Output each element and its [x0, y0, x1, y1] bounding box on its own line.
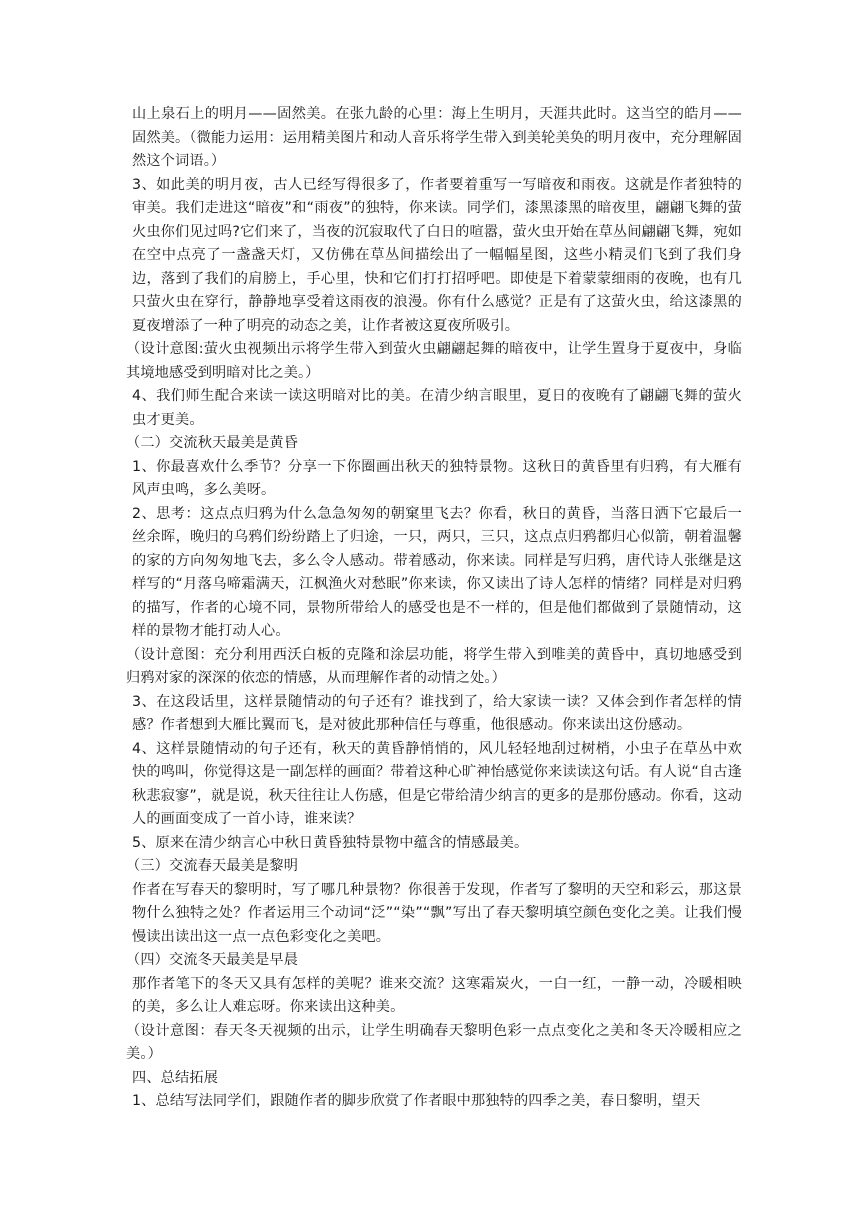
paragraph-spring-dawn: 作者在写春天的黎明时，写了哪几种景物？你很善于发现，作者写了黎明的天空和彩云，那这景物什么独特之处？作者运用三个动词“泛”“染”“飘”写出了春天黎明填空颜色变化之美。让我们慢慢读出读出这一点一点色彩变化之美吧。	[132, 881, 742, 945]
design-note-spring-winter: （设计意图：春天冬天视频的出示，让学生明确春天黎明色彩一点点变化之美和冬天冷暖相应之美。）	[126, 1022, 742, 1062]
document-page	[126, 103, 742, 1114]
section-heading-autumn: （二）交流秋天最美是黄昏	[126, 435, 299, 451]
paragraph-favorite-season: 1、你最喜欢什么季节？分享一下你圈画出秋天的独特景物。这秋日的黄昏里有归鸦，有大雁有风声虫鸣，多么美呀。	[132, 458, 742, 498]
paragraph-winter-morning: 那作者笔下的冬天又具有怎样的美呢？谁来交流？这寒霜炭火，一白一红，一静一动，冷暖相映的美，多么让人难忘呀。你来读出这种美。	[132, 975, 742, 1015]
paragraph-summer-night: 3、如此美的明月夜，古人已经写得很多了，作者要着重写一写暗夜和雨夜。这就是作者独特的审美。我们走进这“暗夜”和“雨夜”的独特，你来读。同学们，漆黑漆黑的暗夜里，翩翩飞舞的萤火虫你们见过吗?它们来了，当夜的沉寂取代了白日的喧嚣，萤火虫开始在草丛间翩翩飞舞，宛如在空中点亮了一盏盏天灯，又仿佛在草丛间描绘出了一幅幅星图，这些小精灵们飞到了我们身边，落到了我们的肩膀上，手心里，快和它们打打招呼吧。即使是下着蒙蒙细雨的夜晚，也有几只萤火虫在穿行，静静地享受着这雨夜的浪漫。你有什么感觉？正是有了这萤火虫，给这漆黑的夏夜增添了一种了明亮的动态之美，让作者被这夏夜所吸引。	[132, 176, 742, 334]
paragraph-wild-geese: 3、在这段话里，这样景随情动的句子还有？谁找到了，给大家读一读？又体会到作者怎样的情感？作者想到大雁比翼而飞，是对彼此那种信任与尊重，他很感动。你来读出这份感动。	[132, 693, 742, 733]
section-heading-summary: 四、总结拓展	[132, 1069, 219, 1086]
design-note-whiteboard: （设计意图：充分利用西沃白板的克隆和涂层功能，将学生带入到唯美的黄昏中，真切地感受到归鸦对家的深深的依恋的情感，从而理解作者的动情之处。）	[126, 646, 742, 686]
paragraph-crows: 2、思考：这点点归鸦为什么急急匆匆的朝窠里飞去？你看，秋日的黄昏，当落日洒下它最后一丝余晖，晚归的乌鸦们纷纷踏上了归途，一只，两只，三只，这点点归鸦都归心似箭，朝着温馨的家的方向匆匆地飞去，多么令人感动。带着感动，你来读。同样是写归鸦，唐代诗人张继是这样写的“月落乌啼霜满天，江枫渔火对愁眠”你来读，你又读出了诗人怎样的情绪？同样是对归鸦的描写，作者的心境不同，景物所带给人的感受也是不一样的，但是他们都做到了景随情动，这样的景物才能打动人心。	[132, 505, 742, 639]
paragraph-autumn-dusk: 4、这样景随情动的句子还有，秋天的黄昏静悄悄的，风儿轻轻地刮过树梢，小虫子在草丛中欢快的鸣叫，你觉得这是一副怎样的画面？带着这种心旷神怡感觉你来读读这句话。有人说“自古逢秋悲寂寥”，就是说，秋天往往让人伤感，但是它带给清少纳言的更多的是那份感动。你看，这动人的画面变成了一首小诗，谁来读？	[132, 740, 742, 827]
paragraph-autumn-summary: 5、原来在清少纳言心中秋日黄昏独特景物中蕴含的情感最美。	[132, 834, 529, 851]
paragraph-moon-intro: 山上泉石上的明月——固然美。在张九龄的心里：海上生明月，天涯共此时。这当空的皓月——固然美。（微能力运用：运用精美图片和动人音乐将学生带入到美轮美奂的明月夜中，充分理解固然这个词语。）	[132, 106, 742, 169]
paragraph-read-together: 4、我们师生配合来读一读这明暗对比的美。在清少纳言眼里，夏日的夜晚有了翩翩飞舞的萤火虫才更美。	[132, 388, 742, 428]
design-note-firefly: （设计意图:萤火虫视频出示将学生带入到萤火虫翩翩起舞的暗夜中，让学生置身于夏夜中，身临其境地感受到明暗对比之美。）	[126, 341, 742, 381]
paragraph-summary-method: 1、总结写法同学们，跟随作者的脚步欣赏了作者眼中那独特的四季之美，春日黎明，望天	[132, 1093, 701, 1109]
section-heading-spring: （三）交流春天最美是黎明	[126, 858, 299, 874]
section-heading-winter: （四）交流冬天最美是早晨	[126, 952, 299, 968]
